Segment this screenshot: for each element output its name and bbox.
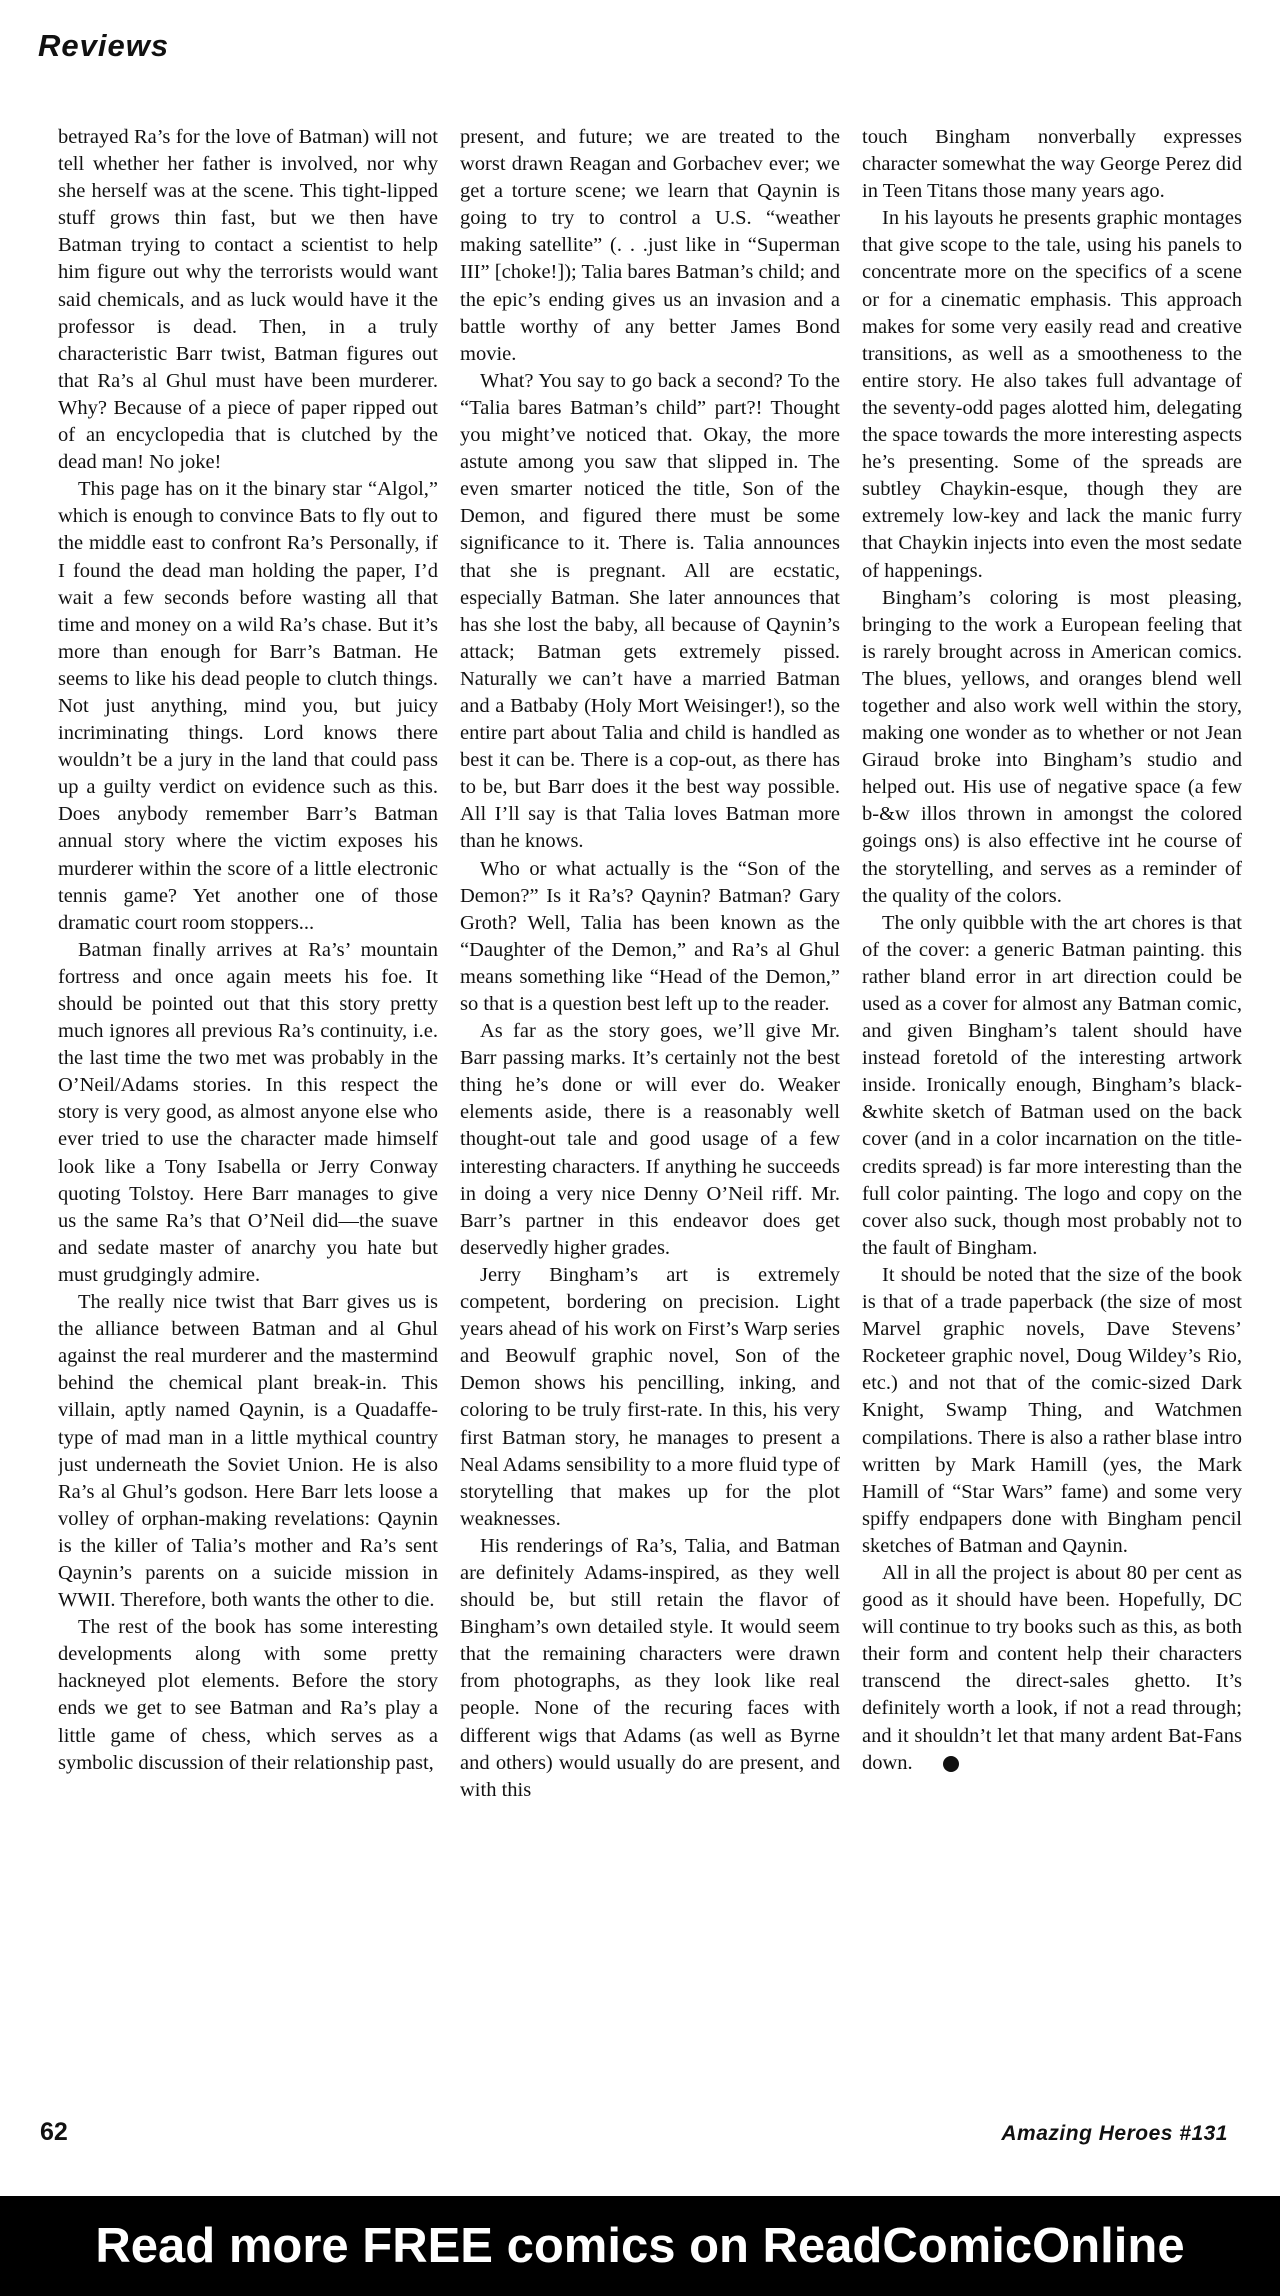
- column-1: [58, 124, 438, 2089]
- promo-banner[interactable]: [0, 2196, 1280, 2296]
- end-mark-icon: [943, 1756, 959, 1772]
- paragraph: The really nice twist that Barr gives us is the alliance between Batman and al Ghul against the real murderer and the mastermind behind the chemical plant break-in. This villain, aptly named Qaynin, is a Quadaffe-type of mad man in a little mythical country just underneath the Soviet Union. He is also Ra’s al Ghul’s godson. Here Barr lets loose a volley of orphan-making revelations: Qaynin is the killer of Talia’s mother and Ra’s sent Qaynin’s parents on a suicide mission in WWII. Therefore, both wants the other to die.: [58, 1291, 438, 1612]
- column-3: [862, 124, 1242, 2089]
- paragraph: Batman finally arrives at Ra’s’ mountain fortress and once again meets his foe. It should be pointed out that this story pretty much ignores all previous Ra’s continuity, i.e. the last time the two met was probably in the O’Neil/Adams stories. In this respect the story is very good, as almost anyone else who ever tried to use the character made himself look like a Tony Isabella or Jerry Conway quoting Tolstoy. Here Barr manages to give us the same Ra’s that O’Neil did—the suave and sedate master of anarchy you hate but must grudgingly admire.: [58, 938, 438, 1286]
- page-number: 62: [40, 2118, 68, 2146]
- promo-banner-text: Read more FREE comics on ReadComicOnline: [95, 2219, 1185, 2273]
- paragraph-final: [862, 1560, 1242, 1777]
- paragraph: The only quibble with the art chores is that of the cover: a generic Batman painting. this rather bland error in art direction could be used as a cover for almost any Batman comic, and given Bingham’s talent should have instead foretold of the interesting artwork inside. Ironically enough, Bingham’s black-&white sketch of Batman used on the back cover (and in a color incarnation on the title-credits spread) is far more interesting than the full color painting. The logo and copy on the cover also suck, though most probably not to the fault of Bingham.: [862, 911, 1242, 1259]
- paragraph: betrayed Ra’s for the love of Batman) will not tell whether her father is involved, nor why she herself was at the scene. This tight-lipped stuff grows thin fast, but we then have Batman trying to contact a scientist to help him figure out why the terrorists would want said chemicals, and as luck would have it the professor is dead. Then, in a truly characteristic Barr twist, Batman figures out that Ra’s al Ghul must have been murderer. Why? Because of a piece of paper ripped out of an encyclopedia that is clutched by the dead man! No joke!: [58, 126, 438, 474]
- paragraph: It should be noted that the size of the book is that of a trade paperback (the size of most Marvel graphic novels, Dave Stevens’ Rocketeer graphic novel, Doug Wildey’s Rio, etc.) and not that of the comic-sized Dark Knight, Swamp Thing, and Watchmen compilations. There is also a rather blase intro written by Mark Hamill (yes, the Mark Hamill of “Star Wars” fame) and some very spiffy endpapers done with Bingham pencil sketches of Batman and Qaynin.: [862, 1263, 1242, 1557]
- paragraph: Bingham’s coloring is most pleasing, bringing to the work a European feeling that is rarely brought across in American comics. The blues, yellows, and oranges blend well together and also work well within the story, making one wonder as to whether or not Jean Giraud broke into Bingham’s studio and helped out. His use of negative space (a few b-&w illos thrown in amongst the colored goings ons) is also effective int he course of the storytelling, and serves as a reminder of the quality of the colors.: [862, 586, 1242, 907]
- paragraph: present, and future; we are treated to the worst drawn Reagan and Gorbachev ever; we get a torture scene; we learn that Qaynin is going to try to control a U.S. “weather making satellite” (. . .just like in “Superman III” [choke!]); Talia bares Batman’s child; and the epic’s ending gives us an invasion and a battle worthy of any better James Bond movie.: [460, 126, 840, 365]
- section-title: Reviews: [38, 28, 170, 63]
- paragraph: This page has on it the binary star “Algol,” which is enough to convince Bats to fly out to the middle east to confront Ra’s Personally, if I found the dead man holding the paper, I’d wait a few seconds before wasting all that time and money on a wild Ra’s chase. But it’s more than enough for Barr’s Batman. He seems to like his dead people to clutch things. Not just anything, mind you, but juicy incriminating things. Lord knows there wouldn’t be a jury in the land that could pass up a guilty verdict on evidence such as this. Does anybody remember Barr’s Batman annual story where the victim exposes his murderer within the score of a little electronic tennis game? Yet another one of those dramatic court room stoppers...: [58, 478, 438, 934]
- paragraph-text: All in all the project is about 80 per cent as good as it should have been. Hopefully, DC will continue to try books such as this, as both their form and content help their characters transcend the direct-sales ghetto. It’s definitely worth a look, if not a read through; and it shouldn’t let that many ardent Bat-Fans down.: [862, 1561, 1242, 1774]
- paragraph: touch Bingham nonverbally expresses character somewhat the way George Perez did in Teen Titans those many years ago.: [862, 126, 1242, 203]
- paragraph: Jerry Bingham’s art is extremely competent, bordering on precision. Light years ahead of his work on First’s Warp series and Beowulf graphic novel, Son of the Demon shows his pencilling, inking, and coloring to be truly first-rate. In this, his very first Batman story, he manages to present a Neal Adams sensibility to a more fluid type of storytelling that makes up for the plot weaknesses.: [460, 1263, 840, 1530]
- paragraph: His renderings of Ra’s, Talia, and Batman are definitely Adams-inspired, as they well should be, but still retain the flavor of Bingham’s own detailed style. It would seem that the remaining characters were drawn from photographs, as they look like real people. None of the recuring faces with different wigs that Adams (as well as Byrne and others) would usually do are present, and with this: [460, 1534, 840, 1801]
- paragraph: As far as the story goes, we’ll give Mr. Barr passing marks. It’s certainly not the best thing he’s done or will ever do. Weaker elements aside, there is a reasonably well thought-out tale and good usage of a few interesting characters. If anything he succeeds in doing a very nice Denny O’Neil riff. Mr. Barr’s partner in this endeavor does get deservedly higher grades.: [460, 1020, 840, 1259]
- paragraph: Who or what actually is the “Son of the Demon?” Is it Ra’s? Qaynin? Batman? Gary Groth? Well, Talia has been known as the “Daughter of the Demon,” and Ra’s al Ghul means something like “Head of the Demon,” so that is a question best left up to the reader.: [460, 857, 840, 1015]
- paragraph: What? You say to go back a second? To the “Talia bares Batman’s child” part?! Thought you might’ve noticed that. Okay, the more astute among you saw that slipped in. The even smarter noticed the title, Son of the Demon, and figured there must be some significance to it. There is. Talia announces that she is pregnant. All are ecstatic, especially Batman. She later announces that has she lost the baby, all because of Qaynin’s attack; Batman gets extremely pissed. Naturally we can’t have a married Batman and a Batbaby (Holy Mort Weisinger!), so the entire part about Talia and child is handled as best it can be. There is a cop-out, as there has to be, but Barr does it the best way possible. All I’ll say is that Talia loves Batman more than he knows.: [460, 369, 840, 853]
- paragraph: The rest of the book has some interesting developments along with some pretty hackneyed plot elements. Before the story ends we get to see Batman and Ra’s play a little game of chess, which serves as a symbolic discussion of their relationship past,: [58, 1616, 438, 1774]
- paragraph: In his layouts he presents graphic montages that give scope to the tale, using his panels to concentrate more on the specifics of a scene or for a cinematic emphasis. This approach makes for some very easily read and creative transitions, as well as a smootheness to the entire story. He also takes full advantage of the seventy-odd pages alotted him, delegating the space towards the more interesting aspects he’s presenting. Some of the spreads are subtley Chaykin-esque, though they are extremely low-key and lack the manic furry that Chaykin injects into even the most sedate of happenings.: [862, 207, 1242, 582]
- article-columns: [58, 124, 1242, 2089]
- column-2: [460, 124, 840, 2089]
- magazine-issue: Amazing Heroes #131: [1001, 2122, 1228, 2145]
